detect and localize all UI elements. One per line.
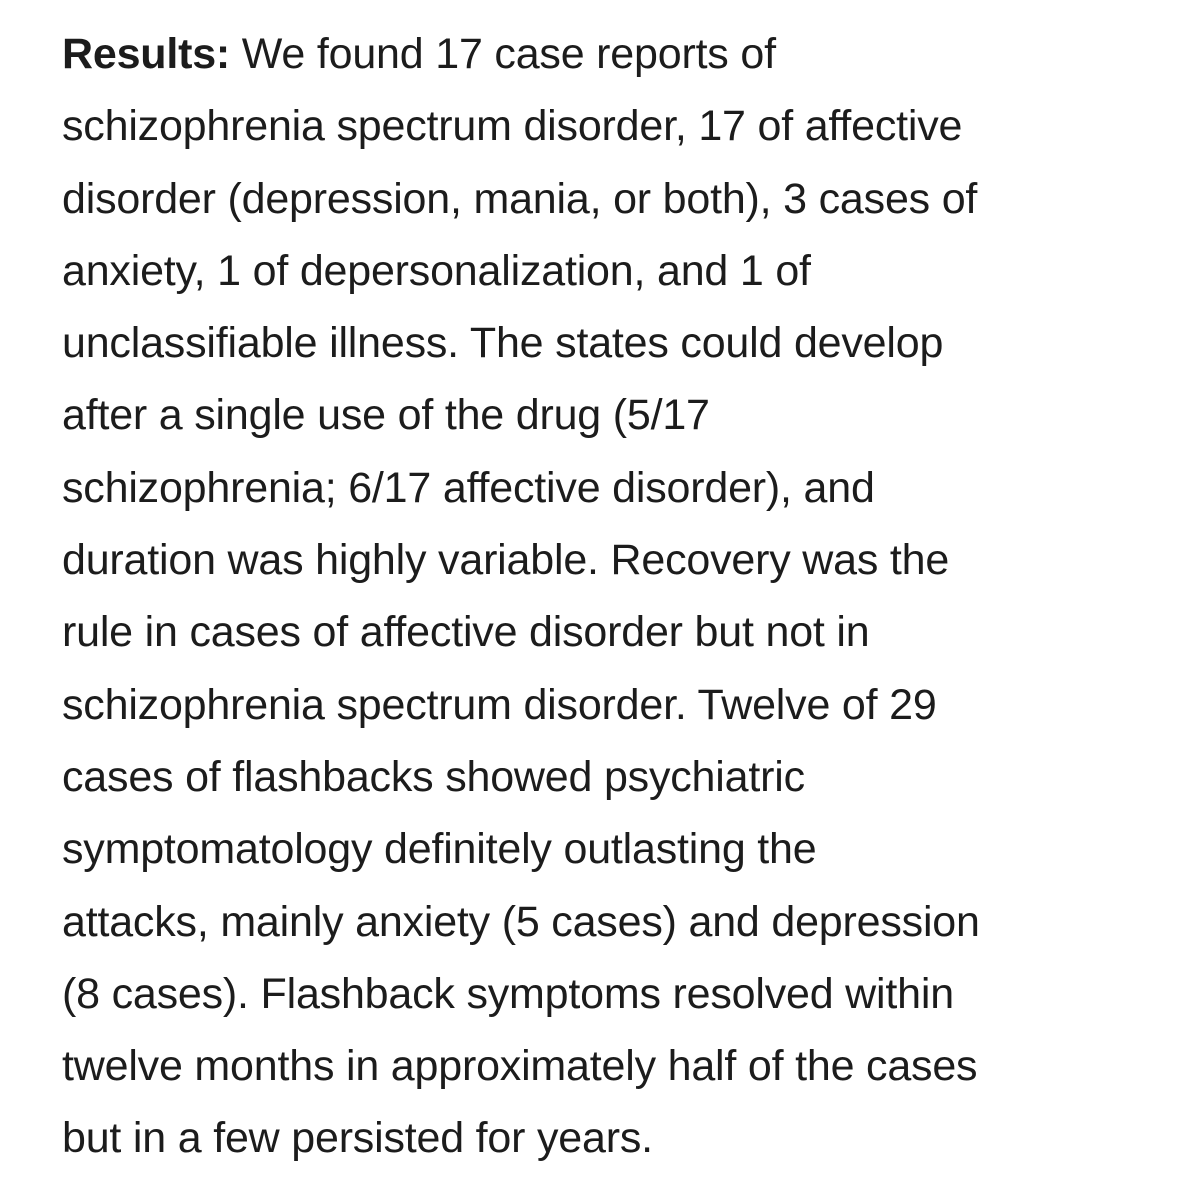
results-heading: Results:	[62, 30, 231, 78]
text-line-content: We found 17 case reports of	[230, 30, 776, 78]
text-line: disorder (depression, mania, or both), 3 cases of	[62, 174, 978, 223]
text-line: duration was highly variable. Recovery was the	[62, 536, 950, 585]
text-line: twelve months in approximately half of the cases	[62, 1042, 978, 1091]
text-line: schizophrenia; 6/17 affective disorder), and	[62, 463, 875, 512]
text-line: after a single use of the drug (5/17	[62, 391, 710, 440]
text-line	[62, 18, 1152, 90]
text-line: symptomatology definitely outlasting the	[62, 825, 817, 874]
text-line: anxiety, 1 of depersonalization, and 1 of	[62, 246, 811, 295]
text-line: cases of flashbacks showed psychiatric	[62, 752, 805, 801]
text-line: (8 cases). Flashback symptoms resolved within	[62, 969, 954, 1018]
text-line: schizophrenia spectrum disorder, 17 of affective	[62, 102, 963, 151]
text-line: unclassifiable illness. The states could develop	[62, 319, 944, 368]
results-paragraph	[62, 18, 1152, 1175]
text-line: rule in cases of affective disorder but not in	[62, 608, 870, 657]
text-line: attacks, mainly anxiety (5 cases) and depression	[62, 897, 980, 946]
text-line: schizophrenia spectrum disorder. Twelve of 29	[62, 680, 937, 729]
text-line: but in a few persisted for years.	[62, 1114, 653, 1163]
